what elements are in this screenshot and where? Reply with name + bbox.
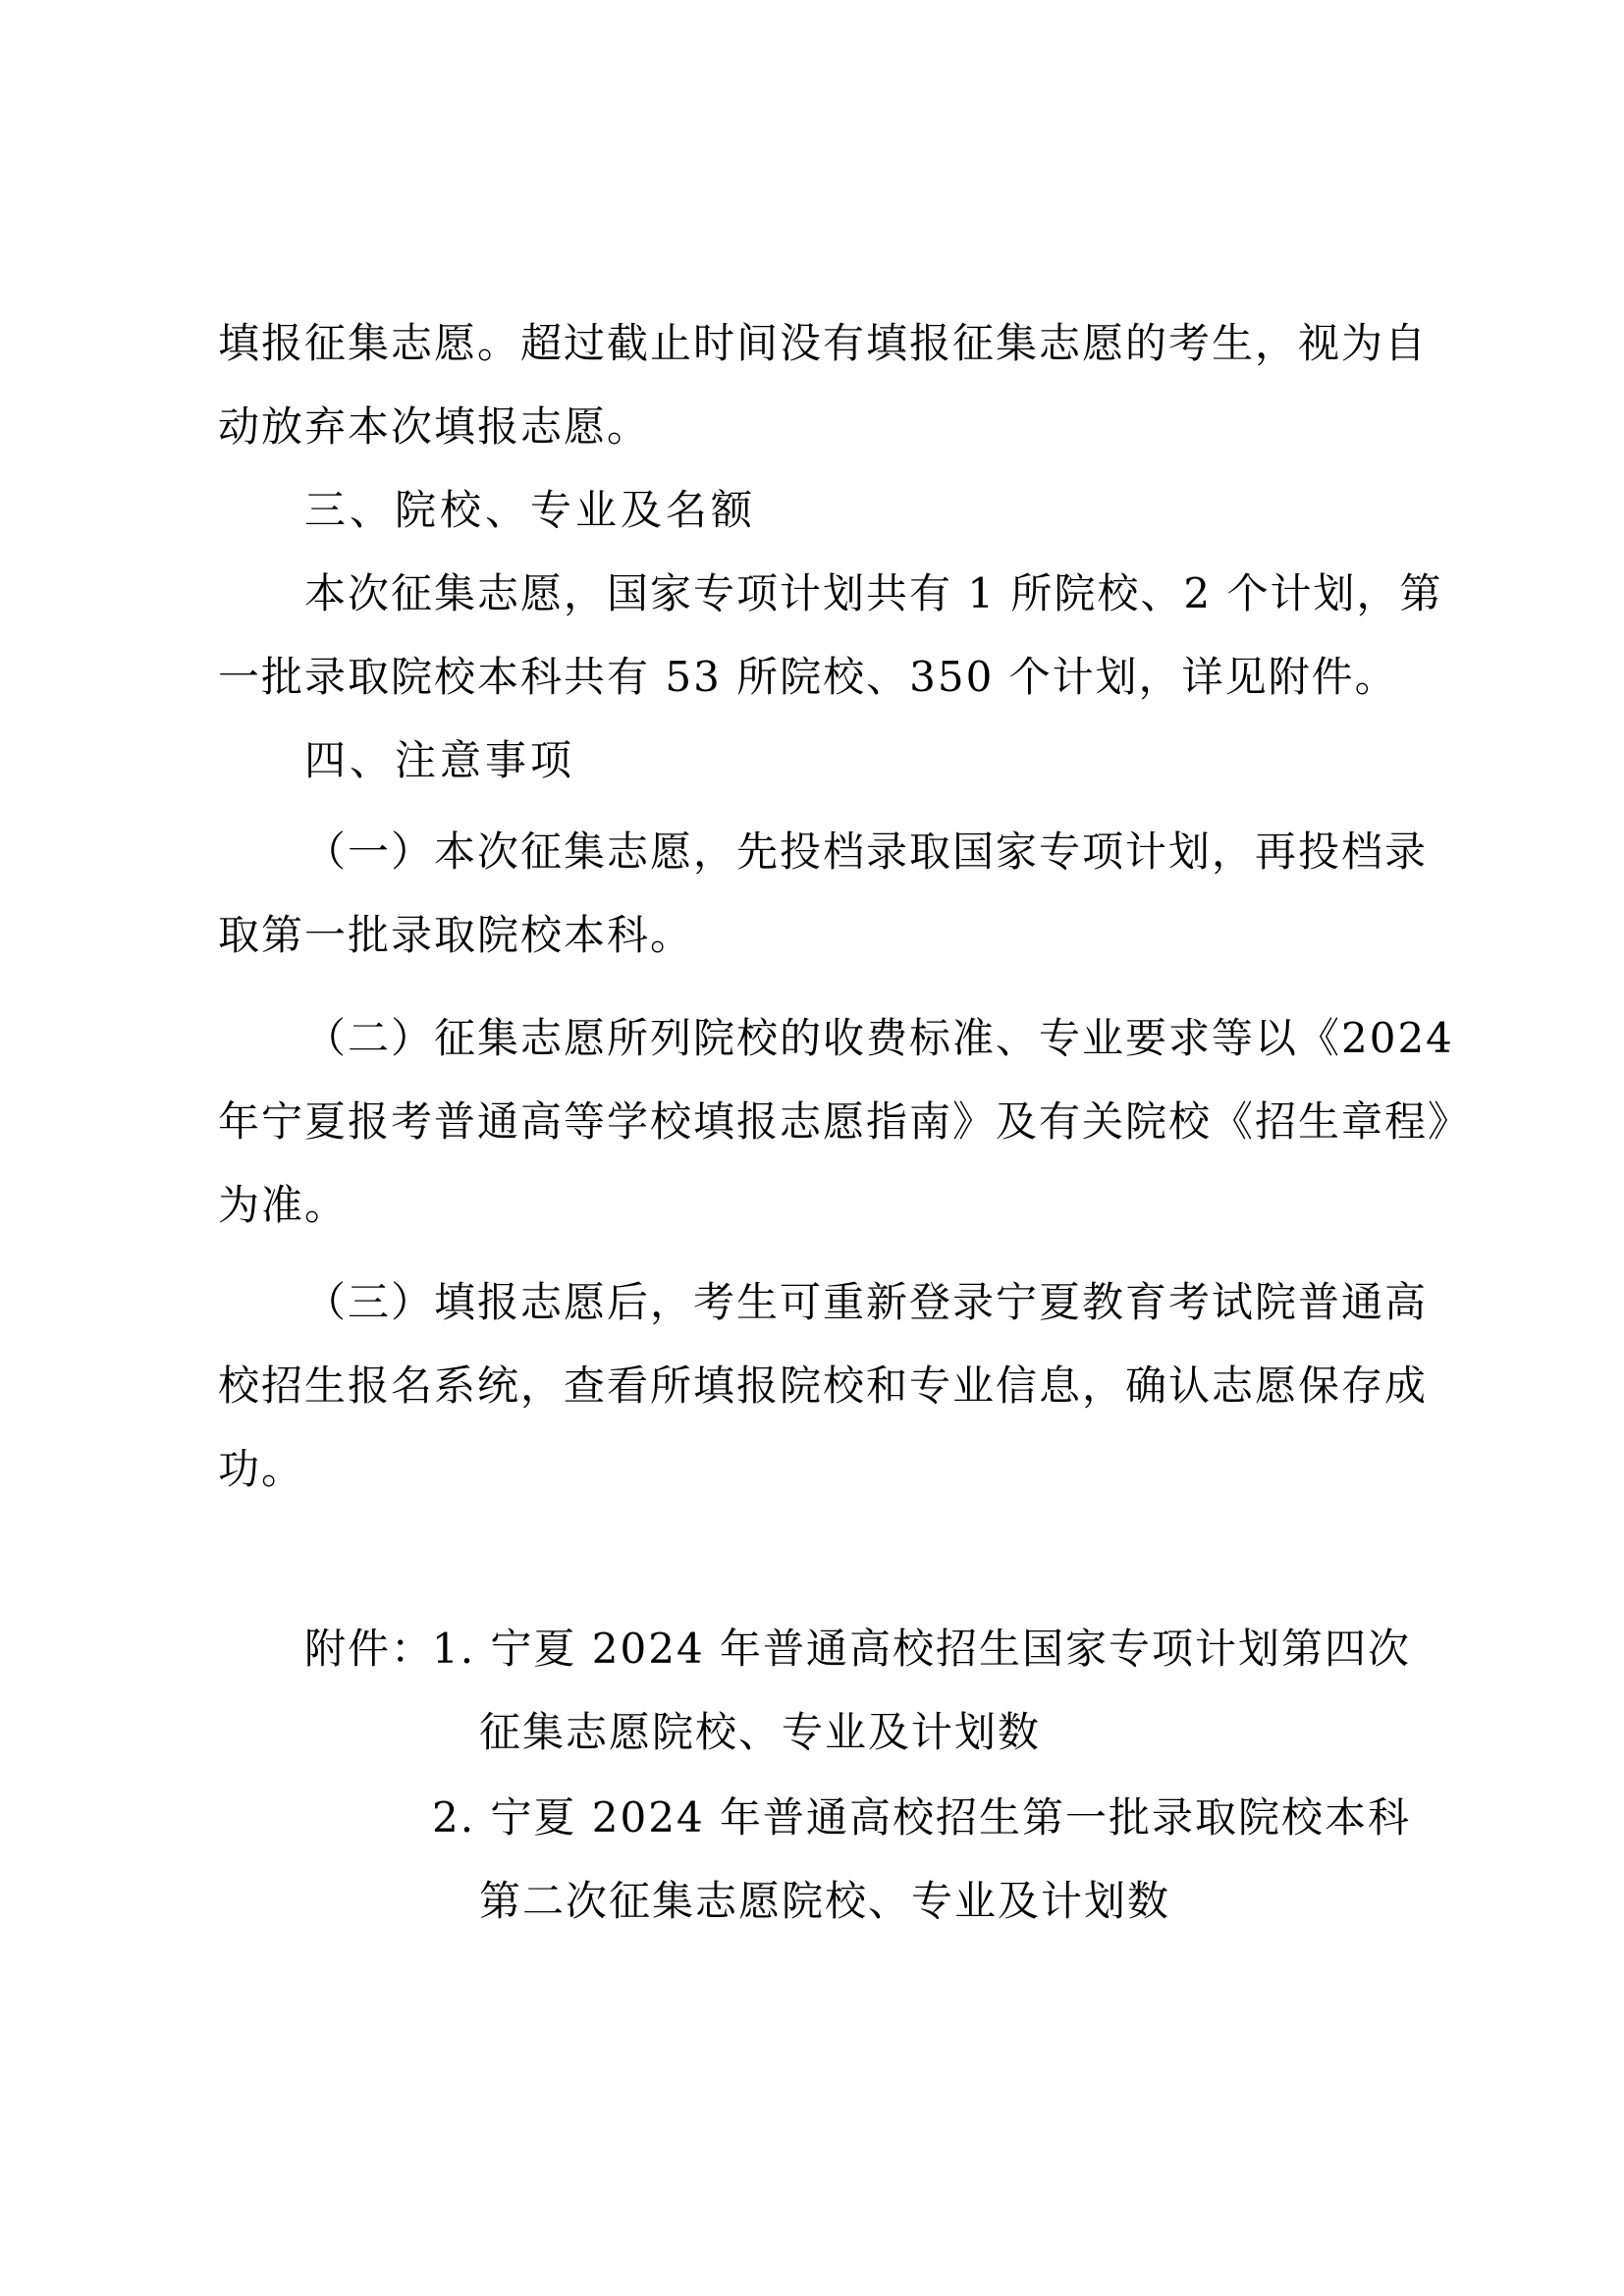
attachment-item: 1. 宁夏 2024 年普通高校招生国家专项计划第四次 [432,1625,1412,1673]
body-line: 功。 [218,1445,305,1493]
body-line: 填报征集志愿。超过截止时间没有填报征集志愿的考生，视为自 [218,319,1429,367]
body-line: 校招生报名系统，查看所填报院校和专业信息，确认志愿保存成 [218,1362,1429,1410]
body-line: 为准。 [218,1181,349,1229]
section-heading: 三、院校、专业及名额 [304,486,757,534]
attachment-item: 2. 宁夏 2024 年普通高校招生第一批录取院校本科 [432,1793,1412,1842]
body-line: 本次征集志愿，国家专项计划共有 1 所院校、2 个计划，第 [304,569,1443,617]
section-heading: 四、注意事项 [304,736,576,784]
body-line: 一批录取院校本科共有 53 所院校、350 个计划，详见附件。 [218,653,1398,701]
attachments-label: 附件： [304,1625,435,1673]
attachment-item-continuation: 征集志愿院校、专业及计划数 [479,1708,1042,1756]
body-line: 取第一批录取院校本科。 [218,911,694,959]
attachment-item-continuation: 第二次征集志愿院校、专业及计划数 [479,1877,1171,1925]
body-line: 动放弃本次填报志愿。 [218,402,651,451]
body-line: （二）征集志愿所列院校的收费标准、专业要求等以《2024 [304,1014,1454,1062]
body-line: （三）填报志愿后，考生可重新登录宁夏教育考试院普通高 [304,1278,1429,1326]
body-line: 年宁夏报考普通高等学校填报志愿指南》及有关院校《招生章程》 [218,1097,1472,1146]
body-line: （一）本次征集志愿，先投档录取国家专项计划，再投档录 [304,828,1429,876]
